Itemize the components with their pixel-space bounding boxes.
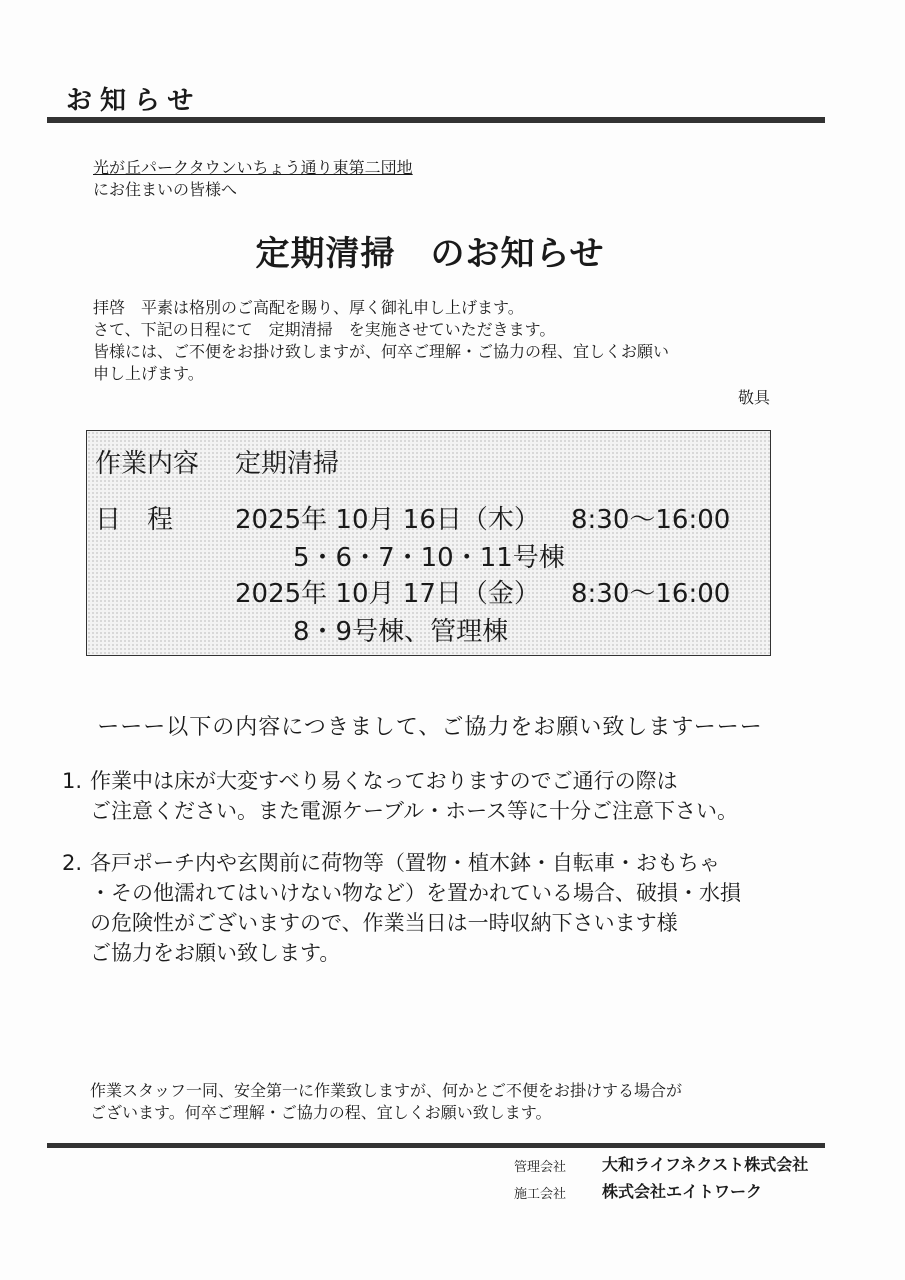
notice-line: ご注意ください。また電源ケーブル・ホース等に十分ご注意下さい。 <box>90 799 739 823</box>
schedule-box <box>86 430 771 656</box>
schedule-time: 8:30〜16:00 <box>571 505 731 535</box>
work-label: 作業内容 <box>95 449 200 479</box>
date-label: 日 程 <box>95 505 174 535</box>
schedule-date: 2025年 10月 17日（金） <box>235 579 540 609</box>
notice-line: 作業中は床が大変すべり易くなっておりますのでご通行の際は <box>90 769 678 793</box>
work-value: 定期清掃 <box>235 449 340 479</box>
footer-note <box>90 1080 682 1124</box>
addressee-line-1: 光が丘パークタウンいちょう通り東第二団地 <box>93 158 413 177</box>
notice-number: 1. <box>62 769 83 793</box>
notice-number: 2. <box>62 851 83 875</box>
notice-heading: ーーー以下の内容につきまして、ご協力をお願い致しますーーー <box>97 715 763 740</box>
greeting-paragraph <box>93 297 773 385</box>
addressee <box>93 157 413 201</box>
company-role: 施工会社 <box>514 1187 567 1202</box>
greeting-line: 皆様には、ご不便をお掛け致しますが、何卒ご理解・ご協力の程、宜しくお願い <box>93 342 670 361</box>
schedule-buildings: 8・9号棟、管理棟 <box>293 617 509 647</box>
notice-line: の危険性がございますので、作業当日は一時収納下さいます様 <box>90 911 678 935</box>
greeting-line: さて、下記の日程にて 定期清掃 を実施させていただきます。 <box>93 320 556 339</box>
company-name: 株式会社エイトワーク <box>602 1182 763 1201</box>
greeting-line: 拝啓 平素は格別のご高配を賜り、厚く御礼申し上げます。 <box>93 298 524 317</box>
closing-word: 敬具 <box>737 388 770 407</box>
main-title: 定期清掃 のお知らせ <box>255 234 605 274</box>
addressee-line-2: にお住まいの皆様へ <box>93 180 238 199</box>
header-title: お知らせ <box>66 86 202 116</box>
company-name: 大和ライフネクスト株式会社 <box>602 1155 809 1174</box>
schedule-date: 2025年 10月 16日（木） <box>235 505 540 535</box>
bottom-rule <box>47 1143 825 1148</box>
greeting-line: 申し上げます。 <box>93 364 204 383</box>
footer-note-line: 作業スタッフ一同、安全第一に作業致しますが、何かとご不便をお掛けする場合が <box>90 1081 683 1100</box>
top-rule <box>47 117 825 123</box>
company-role: 管理会社 <box>514 1160 567 1175</box>
schedule-buildings: 5・6・7・10・11号棟 <box>293 543 565 573</box>
notice-line: ご協力をお願い致します。 <box>90 941 341 965</box>
schedule-time: 8:30〜16:00 <box>571 579 731 609</box>
notice-line: 各戸ポーチ内や玄関前に荷物等（置物・植木鉢・自転車・おもちゃ <box>90 851 720 875</box>
footer-note-line: ございます。何卒ご理解・ご協力の程、宜しくお願い致します。 <box>90 1103 552 1122</box>
notice-line: ・その他濡れてはいけない物など）を置かれている場合、破損・水損 <box>90 881 741 905</box>
